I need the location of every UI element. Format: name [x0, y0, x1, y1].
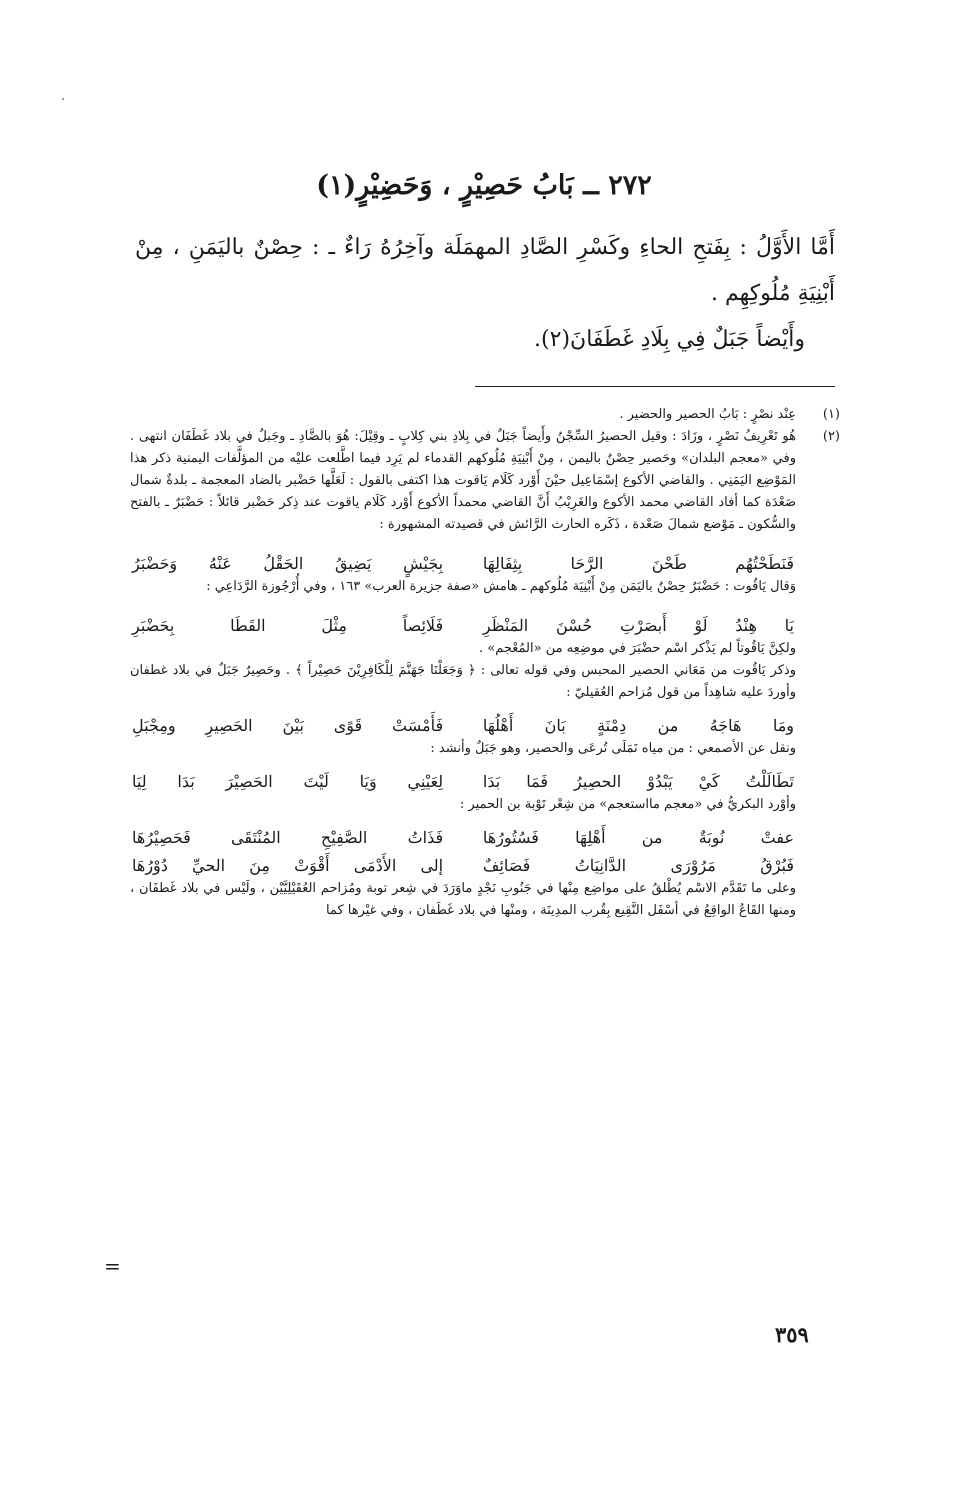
footnote-text: وأوْرد البكريُّ في «معجم مااستعجم» من شِعْر تَوْبة بن الحمير :	[459, 797, 796, 812]
verse-second-hemistich: إلى الأَدْمَى أَقْوَتْ مِنَ الحيِّ دُوْرُهَا	[132, 856, 444, 875]
verse-first-hemistich: فَبُرْقُ مَرُوْرَى الدَّانِيَاتُ فَصَائِفٌ	[482, 856, 794, 875]
footnote-text: عِنْد نصْرٍ : بَابُ الحصير والحضير .	[619, 407, 796, 422]
footnotes	[130, 404, 840, 922]
footnote-number: (١)	[822, 407, 840, 422]
main-paragraph-1: أَمَّا الأَوَّلُ : بِفَتحِ الحاءِ وكَسْرِ الصَّادِ المهمَلَة وآخِرُهُ رَاءٌ ـ : حِصْنٌ باليَمَنِ ، مِنْ أَبْنِيَةِ مُلُوكِهِم .	[135, 235, 835, 306]
verse-line	[130, 854, 796, 878]
page-number: ٣٥٩	[775, 1322, 809, 1347]
verse-line	[130, 614, 796, 638]
footnote-text: وذكر يَاقُوت من مَعَاني الحصير المحبس وفي قوله تعالى : ﴿ وَجَعَلْنَا جَهَنَّمَ لِلْكَافِرِيْنَ حَصِيْراً ﴾ . وحَصِيرٌ جَبَلٌ في بلاد غطفان وأوردَ عليه شاهِداً من قول مُزاحم العُقيليّ :	[130, 663, 796, 700]
verse-first-hemistich: ومَا هَاجَهُ من دِمْنَةٍ بَانَ أَهْلُهَا	[482, 716, 794, 735]
footnote-text: هُو تَعْرِيفُ نَصْرٍ ، وزَادَ : وقيل الحصيرُ السِّجْنُ وأَيضاً جَبَلٌ في بِلادِ بني كِلابٍ ـ وقِيْلَ: هُوَ بالضَّادِ ـ وجَبلٌ في بلاد غَطَفَان انتهى . وفي «معجم البلدان» وحَصير حِصْنٌ باليمن ، مِنْ أَبْنِيَةِ مُلُوكهم القدماء لم يَرِد فيما اطَّلعت عليْه من المؤلَّفات اليمنية ذكر هذا المَوْضِع اليَمَنِي . والقاضي الأكوع إسْمَاعِيل حيْنَ أَوْرد كَلَام يَاقوت هذا اكتفى بالقول : لَعَلَّها حَضْبر بالضاد المعجمة ـ بلدةٌ شمال صَعْدَة كما أفاد القاضي محمد الأكوع والغَرِيْبُ أَنَّ القاضي محمداً الأكوع أَوْرد كَلَام ياقوت عند ذِكر حَضْبر قائلاً : حَضْبَرٌ ـ بالفتح والسُّكون ـ مَوْضع شمالَ صَعْدة ، ذَكَره الحارث الرَّائش في قصيدته المشهورة :	[130, 429, 796, 532]
verse-first-hemistich: عفتْ نُوبَةٌ من أَهْلِهَا فَسُتُورُهَا	[482, 828, 794, 847]
footnote-1	[130, 404, 840, 426]
verse-second-hemistich: فَلَائِصاً مِثْلَ القَطَا بِحَضْبَرِ	[132, 616, 444, 635]
verse-first-hemistich: فَنَطَحْتُهُم طَحْنَ الرَّحَا بِثِفَالِهَا	[482, 554, 794, 573]
main-paragraph-2: وأَيْضاً جَبَلٌ فِي بِلَادِ غَطَفَانَ(٢).	[534, 327, 805, 352]
verse-line	[130, 714, 796, 738]
verse-second-hemistich: بِجَيْشٍ يَضِيقُ الحَقْلُ عَنْهُ وَحَضْبَرُ	[132, 554, 444, 573]
footnote-text: وَقال يَاقُوت : حَضْبَرٌ حِصْنٌ باليَمَن مِنْ أَبْنِيَة مُلُوكهم ـ هامش «صفة جزيرة العرب» ١٦٣ ، وفي أُرْجُوزة الرَّدَاعِي :	[206, 579, 796, 594]
verse-first-hemistich: تَطَالَلْتُ كَيْ يَبْدُوْ الحصِيرُ فَمَا بَدَا	[482, 772, 794, 791]
verse-second-hemistich: لِعَيْنِي وَيَا لَيْتَ الحَصِيْرَ بَدَا لِيَا	[132, 772, 444, 791]
footnote-separator	[475, 386, 835, 387]
footnote-text: ولكِنَّ يَاقُوتاً لم يَذْكر اسْم حضْبَرَ في موضِعِه من «المُعْجم» .	[478, 641, 796, 656]
continuation-mark: =	[104, 1254, 121, 1278]
chapter-title: ٢٧٢ ــ بَابُ حَصِيْرٍ ، وَحَضِيْرٍ(١)	[316, 170, 652, 201]
footnote-text: ونقل عن الأصمعي : من مياه نَمَلَى تُرعَى والحصير، وهو جَبَلٌ وأنشد :	[430, 741, 796, 756]
verse-line	[130, 770, 796, 794]
main-text	[135, 225, 835, 363]
verse-second-hemistich: فَذَاتُ الصَّفِيْحِ المُنْتَقَى فَحَصِيْرُهَا	[132, 828, 444, 847]
verse-line	[130, 552, 796, 576]
verse-line	[130, 826, 796, 850]
footnote-number: (٢)	[822, 429, 840, 444]
margin-speck	[62, 98, 64, 100]
footnote-2	[130, 426, 840, 922]
verse-first-hemistich: يَا هِنْدُ لَوْ أَبصَرْتِ حُسْنَ المَنْظَرِ	[482, 616, 794, 635]
footnote-text: وعلى ما تَقَدَّم الاسْم يُطْلقُ على مواضِع مِنْها في جَنُوبِ نَجْدٍ ماوَرَدَ في شِعر توبة ومُزاحم العُقَيْلِيَّيْن ، ولَيْس في بلاد غَطفَان ، ومنها القَاعُ الواقِعُ في أسْفَل النَّقِيع بِقُرب المدِينَة ، ومنْها في بلاد غَطَفان ، وفي غيْرها كما	[130, 881, 796, 918]
verse-second-hemistich: فَأَمْسَتْ قَوًى بَيْنَ الحَصِيرِ ومِجْبَلِ	[132, 716, 444, 735]
